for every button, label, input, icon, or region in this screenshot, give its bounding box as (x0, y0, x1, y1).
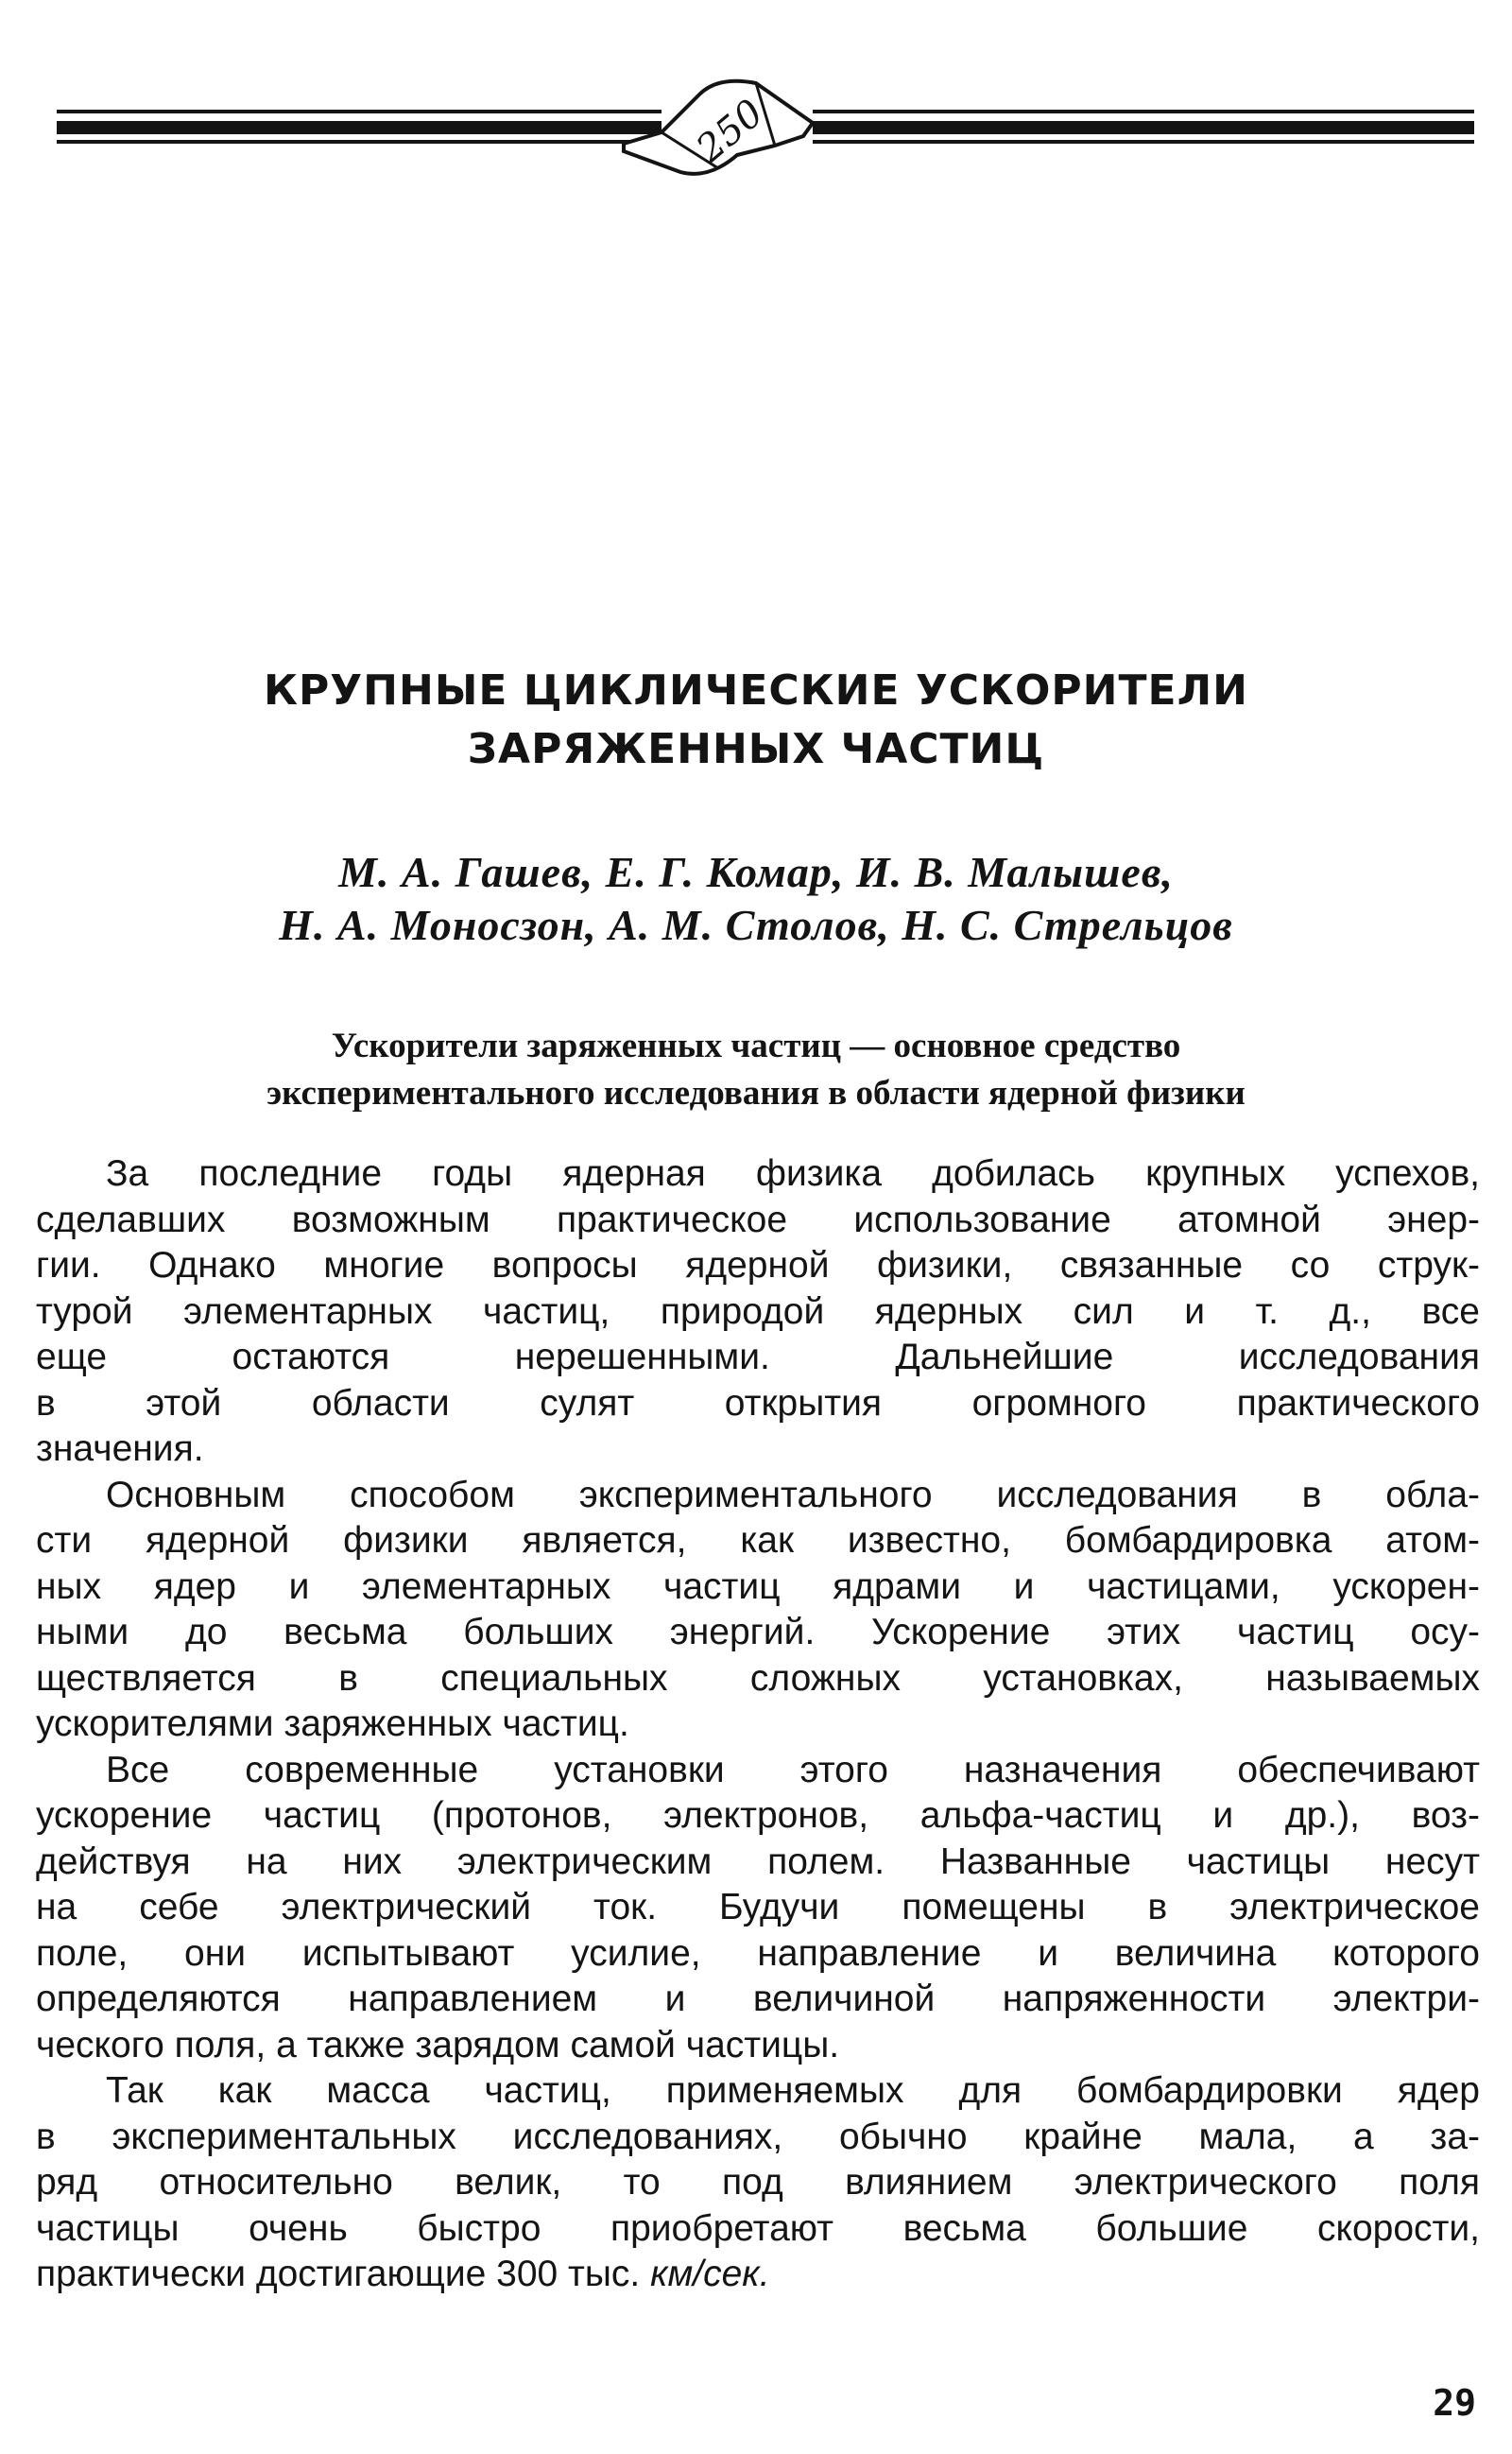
subtitle-line-2: экспериментального исследования в области ядерной физики (266, 1074, 1246, 1113)
text-line: еще остаются нерешенными. Дальнейшие исследования (36, 1337, 1480, 1377)
paragraph-4 (36, 2068, 1480, 2298)
text-segment: практически достигающие 300 тыс. (36, 2254, 651, 2294)
unit-km-per-sec: км/сек. (650, 2254, 770, 2294)
text-line: сти ядерной физики является, как известно, бомбардировка атом- (36, 1520, 1480, 1561)
paragraph-2 (36, 1473, 1480, 1748)
text-line: ускорителями заряженных частиц. (36, 1703, 629, 1744)
text-line: ными до весьма больших энергий. Ускорение этих частиц осу- (36, 1612, 1480, 1652)
ornament-rules-right (813, 110, 1474, 144)
body-text (36, 1151, 1480, 2298)
text-line (36, 2252, 1480, 2298)
text-line: ческого поля, а также зарядом самой частицы. (36, 2024, 840, 2065)
text-line: в этой области сулят открытия огромного практического (36, 1382, 1480, 1424)
text-line: сделавших возможным практическое использование атомной энер- (36, 1199, 1480, 1240)
text-line: определяются направлением и величиной напряженности электри- (36, 1979, 1480, 2019)
text-line: Основным способом экспериментального исследования в обла- (106, 1474, 1480, 1515)
text-line: ществляется в специальных сложных установках, называемых (36, 1657, 1480, 1699)
header-ornament (57, 57, 1474, 189)
text-line: действуя на них электрическим полем. Названные частицы несут (36, 1840, 1480, 1882)
text-line: гии. Однако многие вопросы ядерной физики, связанные со струк- (36, 1245, 1480, 1286)
badge-number: 250 (688, 91, 772, 171)
text-line: значения. (36, 1428, 204, 1469)
page-number: 29 (1433, 2382, 1476, 2424)
subtitle-line-1: Ускорители заряженных частиц — основное средство (331, 1027, 1181, 1065)
text-line: Все современные установки этого назначения обеспечивают (106, 1749, 1480, 1790)
text-line: ускорение частиц (протонов, электронов, альфа-частиц и др.), воз- (36, 1795, 1480, 1836)
text-line: турой элементарных частиц, природой ядерных сил и т. д., все (36, 1290, 1480, 1332)
text-line: поле, они испытывают усилие, направление и величина которого (36, 1932, 1480, 1974)
text-line: ных ядер и элементарных частиц ядрами и частицами, ускорен- (36, 1565, 1480, 1607)
article-title-line-2: ЗАРЯЖЕННЫХ ЧАСТИЦ (467, 725, 1045, 773)
article-title-line-1: КРУПНЫЕ ЦИКЛИЧЕСКИЕ УСКОРИТЕЛИ (264, 666, 1248, 715)
text-line: Так как масса частиц, применяемых для бомбардировки ядер (106, 2070, 1480, 2111)
ornament-rules-left (57, 110, 662, 144)
text-line: ряд относительно велик, то под влиянием электрического поля (36, 2162, 1480, 2203)
text-line: в экспериментальных исследованиях, обычно крайне мала, а за- (36, 2116, 1480, 2157)
authors-line-2: Н. А. Моносзон, А. М. Столов, Н. С. Стрельцов (279, 901, 1233, 949)
text-line: на себе электрический ток. Будучи помещены в электрическое (36, 1887, 1480, 1927)
text-line: частицы очень быстро приобретают весьма большие скорости, (36, 2207, 1480, 2249)
text-line: За последние годы ядерная физика добилась крупных успехов, (106, 1153, 1480, 1194)
paragraph-3 (36, 1748, 1480, 2069)
paragraph-1 (36, 1151, 1480, 1473)
authors-line-1: М. А. Гашев, Е. Г. Комар, И. В. Малышев, (338, 848, 1174, 896)
